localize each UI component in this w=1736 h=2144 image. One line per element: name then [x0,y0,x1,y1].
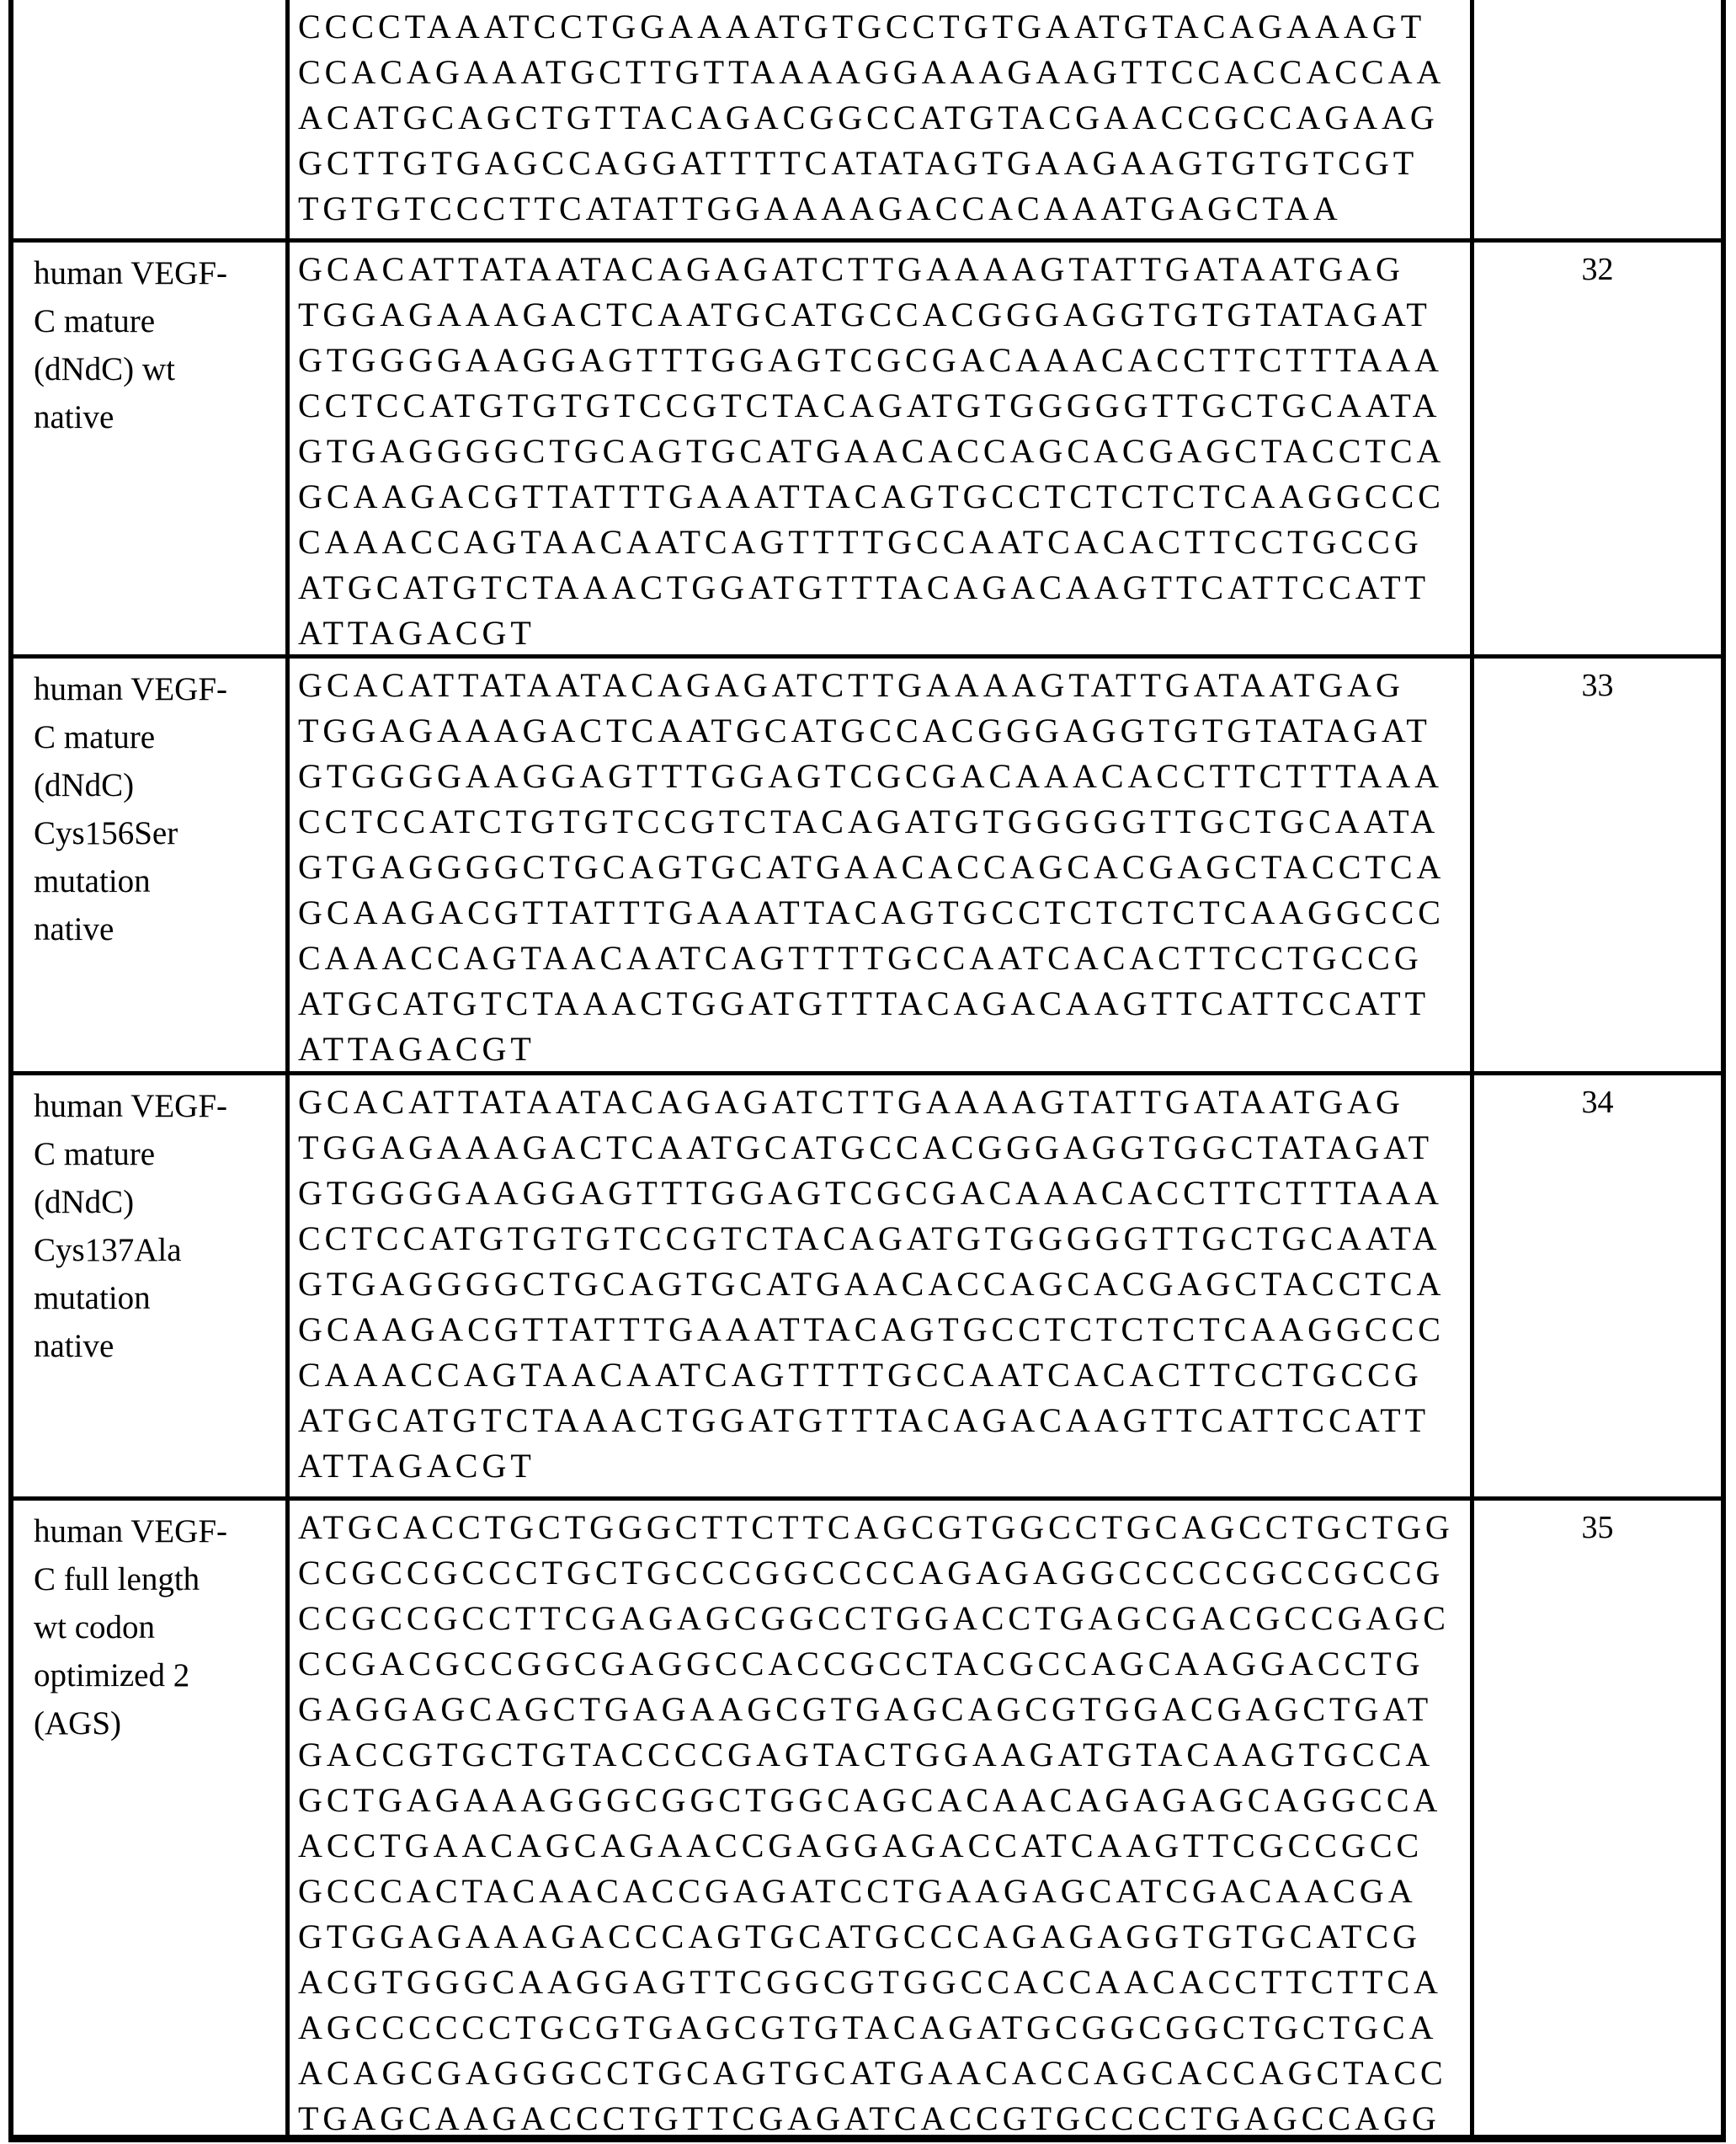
sequence-cell [290,1501,1474,2135]
sequence-cell [290,0,1474,238]
seq-id-number: 34 [1581,1085,1614,1120]
sequence-line: CAAACCAGTAACAATCAGTTTTGCCAATCACACTTCCTGCCG [298,1356,1423,1394]
construct-name-line: Cys137Ala [34,1232,182,1268]
sequence-line: ATGCATGTCTAAACTGGATGTTTACAGACAAGTTCATTCCATT [298,984,1430,1022]
sequence-line: ACAGCGAGGGCCTGCAGTGCATGAACACCAGCACCAGCTACC [298,2054,1447,2092]
construct-name-line: human VEGF- [34,671,228,707]
sequence-line: ACATGCAGCTGTTACAGACGGCCATGTACGAACCGCCAGAAG [298,99,1439,136]
sequence-listing-table [8,0,1726,2142]
sequence-cell [290,243,1474,654]
sequence-line: GCAAGACGTTATTTGAAATTACAGTGCCTCTCTCTCAAGGCCC [298,1310,1445,1348]
sequence-line: ATGCACCTGCTGGGCTTCTTCAGCGTGGCCTGCAGCCTGCTGG [298,1508,1454,1546]
sequence-line: TGAGCAAGACCCTGTTCGAGATCACCGTGCCCCTGAGCCAGG [298,2099,1440,2135]
seq-id-number: 32 [1581,252,1614,287]
sequence-line: GCACATTATAATACAGAGATCTTGAAAAGTATTGATAATGAG [298,1083,1404,1121]
sequence-line: GTGGGGAAGGAGTTTGGAGTCGCGACAAACACCTTCTTTAAA [298,757,1444,795]
sequence-line: GTGAGGGGCTGCAGTGCATGAACACCAGCACGAGCTACCTCA [298,432,1446,470]
construct-name-line: (dNdC) wt [34,351,175,387]
construct-name-line: mutation [34,1280,151,1316]
construct-name-line: human VEGF- [34,1088,228,1124]
construct-name-cell [13,659,290,1071]
construct-name-line: C mature [34,719,156,755]
seq-id-cell [1474,1501,1721,2135]
construct-name-cell [13,243,290,654]
table-row [13,654,1721,1071]
construct-name-cell [13,0,290,238]
sequence-line: CCTCCATCTGTGTCCGTCTACAGATGTGGGGGTTGCTGCAATA [298,803,1440,840]
sequence-line: GTGGGGAAGGAGTTTGGAGTCGCGACAAACACCTTCTTTAAA [298,1174,1444,1212]
sequence-line: GCACATTATAATACAGAGATCTTGAAAAGTATTGATAATGAG [298,250,1404,288]
sequence-cell [290,659,1474,1071]
construct-name-line: C full length [34,1561,200,1597]
table-row [13,238,1721,654]
construct-name-line: C mature [34,1136,156,1172]
construct-name-cell [13,1501,290,2135]
sequence-line: GACCGTGCTGTACCCCGAGTACTGGAAGATGTACAAGTGCCA [298,1736,1435,1773]
sequence-line: GCAAGACGTTATTTGAAATTACAGTGCCTCTCTCTCAAGGCCC [298,893,1445,931]
sequence-line: CCCCTAAATCCTGGAAAATGTGCCTGTGAATGTACAGAAAGT [298,8,1426,45]
construct-name-line: human VEGF- [34,1513,228,1549]
table-row [13,0,1721,238]
sequence-line: CCGACGCCGGCGAGGCCACCGCCTACGCCAGCAAGGACCTG [298,1645,1424,1683]
seq-id-cell [1474,243,1721,654]
sequence-line: GAGGAGCAGCTGAGAAGCGTGAGCAGCGTGGACGAGCTGAT [298,1690,1433,1728]
construct-name-line: mutation [34,863,151,899]
sequence-line: CCGCCGCCTTCGAGAGCGGCCTGGACCTGAGCGACGCCGAGC [298,1599,1450,1637]
seq-id-cell [1474,1075,1721,1496]
sequence-line: TGGAGAAAGACTCAATGCATGCCACGGGAGGTGTGTATAGAT [298,296,1431,333]
sequence-line: GCAAGACGTTATTTGAAATTACAGTGCCTCTCTCTCAAGGCCC [298,477,1445,515]
table-row [13,1071,1721,1496]
sequence-line: GTGGGGAAGGAGTTTGGAGTCGCGACAAACACCTTCTTTAAA [298,341,1444,379]
construct-name-line: C mature [34,303,156,339]
sequence-line: TGGAGAAAGACTCAATGCATGCCACGGGAGGTGTGTATAGAT [298,712,1431,749]
sequence-line: AGCCCCCCTGCGTGAGCGTGTACAGATGCGGCGGCTGCTGCA [298,2008,1438,2046]
construct-name-line: (dNdC) [34,767,135,803]
construct-name-line: wt codon [34,1609,156,1645]
sequence-line: CAAACCAGTAACAATCAGTTTTGCCAATCACACTTCCTGCCG [298,939,1423,977]
sequence-line: ACGTGGGCAAGGAGTTCGGCGTGGCCACCAACACCTTCTTCA [298,1963,1442,2001]
construct-name-line: (dNdC) [34,1184,135,1220]
sequence-line: ATTAGACGT [298,1030,535,1068]
sequence-line: GTGGAGAAAGACCCAGTGCATGCCCAGAGAGGTGTGCATCG [298,1917,1421,1955]
sequence-line: ACCTGAACAGCAGAACCGAGGAGACCATCAAGTTCGCCGCC [298,1827,1424,1864]
construct-name-cell [13,1075,290,1496]
table-row [13,1496,1721,2135]
construct-name-line: optimized 2 [34,1657,190,1693]
sequence-line: CAAACCAGTAACAATCAGTTTTGCCAATCACACTTCCTGCCG [298,523,1423,561]
construct-name-line: Cys156Ser [34,815,178,851]
sequence-line: CCGCCGCCCTGCTGCCCGGCCCCAGAGAGGCCCCCGCCGCCG [298,1554,1445,1592]
sequence-line: CCTCCATGTGTGTCCGTCTACAGATGTGGGGGTTGCTGCAATA [298,387,1441,424]
sequence-line: ATGCATGTCTAAACTGGATGTTTACAGACAAGTTCATTCCATT [298,1401,1430,1439]
sequence-cell [290,1075,1474,1496]
seq-id-number: 33 [1581,668,1614,703]
sequence-line: TGGAGAAAGACTCAATGCATGCCACGGGAGGTGGCTATAGAT [298,1128,1434,1166]
sequence-line: GCTGAGAAAGGGCGGCTGGCAGCACAACAGAGAGCAGGCCA [298,1781,1442,1819]
seq-id-cell [1474,0,1721,238]
sequence-line: ATGCATGTCTAAACTGGATGTTTACAGACAAGTTCATTCCATT [298,568,1430,606]
seq-id-number: 35 [1581,1510,1614,1545]
sequence-line: CCTCCATGTGTGTCCGTCTACAGATGTGGGGGTTGCTGCAATA [298,1219,1441,1257]
construct-name-line: native [34,1328,114,1364]
construct-name-line: native [34,399,114,435]
construct-name-line: native [34,911,114,947]
sequence-line: CCACAGAAATGCTTGTTAAAAGGAAAGAAGTTCCACCACCAA [298,53,1446,91]
sequence-line: GTGAGGGGCTGCAGTGCATGAACACCAGCACGAGCTACCTCA [298,1265,1446,1303]
construct-name-line: (AGS) [34,1705,121,1741]
sequence-line: GTGAGGGGCTGCAGTGCATGAACACCAGCACGAGCTACCTCA [298,848,1446,886]
sequence-line: TGTGTCCCTTCATATTGGAAAAGACCACAAATGAGCTAA [298,189,1342,227]
sequence-line: GCACATTATAATACAGAGATCTTGAAAAGTATTGATAATGAG [298,666,1404,704]
sequence-line: GCTTGTGAGCCAGGATTTTCATATAGTGAAGAAGTGTGTCGT [298,144,1419,182]
sequence-line: GCCCACTACAACACCGAGATCCTGAAGAGCATCGACAACGA [298,1872,1417,1910]
seq-id-cell [1474,659,1721,1071]
sequence-line: ATTAGACGT [298,614,535,652]
sequence-line: ATTAGACGT [298,1447,535,1485]
construct-name-line: human VEGF- [34,255,228,291]
